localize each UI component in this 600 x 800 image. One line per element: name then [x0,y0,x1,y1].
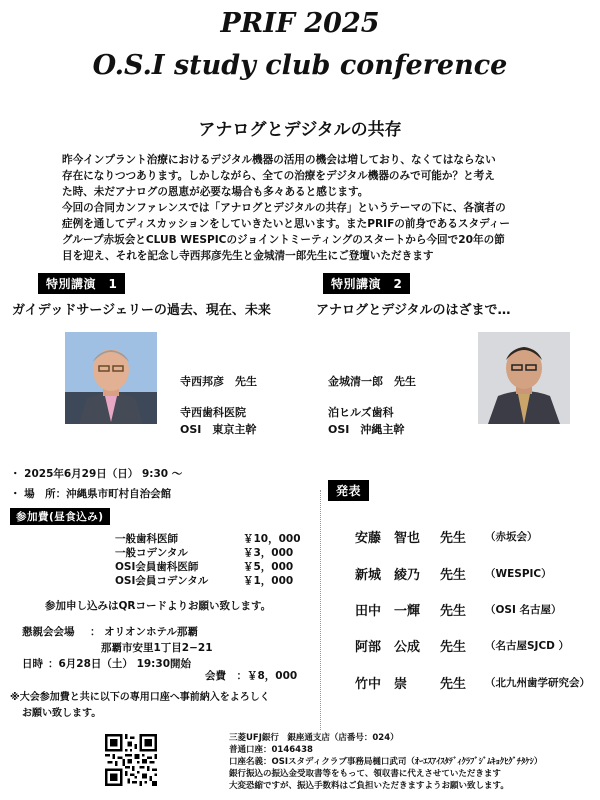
lecture1-badge: 特別講演 1 [38,273,125,294]
payment-note: ※大会参加費と共に以下の専用口座へ事前納入をよろしく [10,692,270,703]
bank-name: 三菱UFJ銀行 銀座通支店（店番号：024） [229,733,399,743]
intro-line: 存在になりつつあります。しかしながら、全ての治療をデジタル機器のみで可能か？と考え [62,170,495,182]
party-datetime: ：6月28日（土） 19:30開始 [48,658,191,670]
party-fee: 会費 ：￥8，000 [205,670,298,682]
bank-receipt-note: 銀行振込の振込金受取書等をもって、領収書に代えさせていただきます [229,769,501,779]
lecture2-badge: 特別講演 2 [323,273,410,294]
party-venue-label: 懇親会会場 [22,626,75,638]
speaker1-photo [65,332,157,424]
event-title: PRIF 2025 [220,8,380,39]
intro-line: 昨今インプラント治療におけるデジタル機器の活用の機会は増しており、なくてはならない [62,154,496,166]
lecture2-title: アナログとデジタルのはざまで… [316,303,511,318]
party-datetime-label: 日時 [22,658,43,670]
bullet-icon: ・ [10,488,25,500]
speaker1-role: OSI 東京主幹 [180,423,257,436]
speaker2-role: OSI 沖縄主幹 [328,423,405,436]
party-venue: ： オリオンホテル那覇 [90,626,199,638]
party-address: 那覇市安里1丁目2−21 [101,642,213,654]
apply-note: 参加申し込みはQRコードよりお願い致します。 [45,600,272,612]
payment-note-2: お願い致します。 [22,708,102,719]
fee-row: OSI会員コデンタル ￥1，000 [115,575,294,587]
speaker1-clinic: 寺西歯科医院 [180,406,246,419]
speaker1-name: 寺西邦彦 先生 [180,375,257,388]
bullet-icon: ・ [10,468,25,480]
fee-row: 一般コデンタル ￥3，000 [115,547,294,559]
fee-row: OSI会員歯科医師 ￥5，000 [115,561,294,573]
bank-holder: 口座名義：OSIスタディクラブ事務局樋口武司（ｵｰｴｽｱｲｽﾀﾃﾞｨｸﾗﾌﾞｼﾞﾑｷｮｸﾋｸﾞﾁﾀｹｼ） [229,757,543,767]
fee-badge: 参加費(昼食込み) [10,508,110,525]
speaker2-clinic: 泊ヒルズ歯科 [328,406,394,419]
bank-account: 普通口座：0146438 [229,745,313,755]
fee-row: 一般歯科医師 ￥10，000 [115,533,301,545]
event-venue: ・ 場 所：沖縄県市町村自治会館 [10,488,172,500]
qr-code-icon[interactable] [105,734,157,786]
divider [320,490,322,730]
bank-fee-note: 大変恐縮ですが、振込手数料はご負担いただきますようお願い致します。 [229,781,509,791]
lecture1-title: ガイデッドサージェリーの過去、現在、未来 [12,303,271,318]
intro-text [62,152,562,264]
speaker2-photo [478,332,570,424]
event-date: ・ 2025年6月29日（日） 9:30 ～ [10,468,183,480]
presentations-badge: 発表 [328,480,369,501]
speaker2-name: 金城清一郎 先生 [328,375,416,388]
intro-line: グループ赤坂会とCLUB WESPICのジョイントミーティングのスタートから今回で20年の節 [62,234,505,246]
intro-line: 症例を通してディスカッションをしていきたいと思います。またPRIFの前身であるスタディー [62,218,510,230]
conference-title: O.S.I study club conference [92,50,508,81]
fee-table [115,531,315,587]
intro-line: 今回の合同カンファレンスでは「アナログとデジタルの共存」というテーマの下に、各演者の [62,202,506,214]
intro-line: た時、未だアナログの恩恵が必要な場合も多々あると感じます。 [62,186,369,198]
intro-line: 目を迎え、それを記念し寺西邦彦先生と金城清一郎先生にご登壇いただきます [62,250,434,262]
theme-subtitle: アナログとデジタルの共存 [198,120,402,140]
